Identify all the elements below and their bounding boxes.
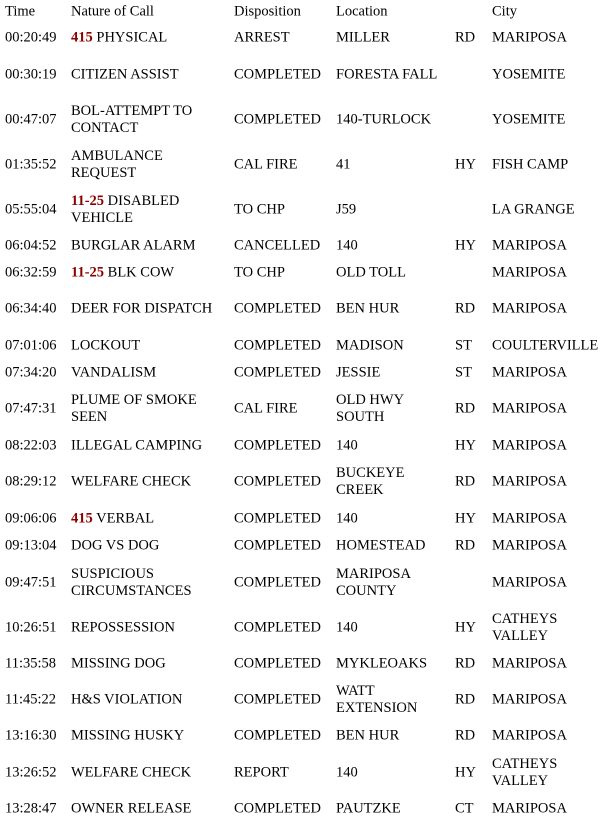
row-street-suffix: HY bbox=[455, 156, 476, 172]
row-nature bbox=[71, 237, 229, 254]
row-street-suffix: RD bbox=[455, 473, 476, 490]
row-code: 11-25 bbox=[71, 192, 105, 209]
row-disposition: COMPLETED bbox=[234, 510, 321, 526]
row-city: CATHEYS VALLEY bbox=[492, 755, 558, 789]
row-location: J59 bbox=[336, 201, 357, 217]
row-nature bbox=[71, 655, 229, 672]
row-code: 415 bbox=[71, 510, 93, 526]
row-city: MARIPOSA bbox=[492, 510, 567, 526]
table-row bbox=[0, 750, 614, 795]
row-nature bbox=[71, 566, 229, 600]
row-city: MARIPOSA bbox=[492, 437, 567, 453]
row-nature-text: LOCKOUT bbox=[71, 337, 141, 353]
row-time: 00:30:19 bbox=[5, 66, 57, 82]
row-time: 00:47:07 bbox=[5, 111, 57, 127]
row-disposition: CAL FIRE bbox=[234, 156, 298, 172]
row-location: OLD HWY SOUTH bbox=[336, 392, 404, 425]
table-row bbox=[0, 505, 614, 532]
row-nature bbox=[71, 29, 229, 46]
row-nature-text: OWNER RELEASE bbox=[71, 800, 192, 817]
table-row bbox=[0, 187, 614, 232]
row-nature-text: WELFARE CHECK bbox=[71, 473, 192, 490]
header-city: City bbox=[492, 3, 517, 19]
row-street-suffix: HY bbox=[455, 237, 476, 253]
row-location: 140 bbox=[336, 764, 358, 780]
row-time: 06:34:40 bbox=[5, 300, 57, 317]
row-city: MARIPOSA bbox=[492, 473, 567, 490]
row-time: 07:47:31 bbox=[5, 400, 57, 417]
row-street-suffix: HY bbox=[455, 437, 476, 453]
row-city: MARIPOSA bbox=[492, 264, 567, 280]
row-time: 09:06:06 bbox=[5, 510, 57, 526]
row-nature-text: DISABLED VEHICLE bbox=[71, 192, 180, 226]
table-row bbox=[0, 142, 614, 187]
table-row bbox=[0, 97, 614, 142]
row-city: MARIPOSA bbox=[492, 537, 567, 554]
row-location: 140 bbox=[336, 237, 358, 253]
row-time: 06:32:59 bbox=[5, 264, 57, 280]
row-nature-text: BURGLAR ALARM bbox=[71, 237, 196, 253]
table-row bbox=[0, 532, 614, 560]
row-city: COULTERVILLE bbox=[492, 337, 599, 353]
row-disposition: COMPLETED bbox=[234, 66, 321, 82]
row-nature bbox=[71, 301, 229, 318]
row-nature bbox=[71, 474, 229, 491]
row-time: 08:29:12 bbox=[5, 473, 57, 490]
table-row bbox=[0, 459, 614, 505]
row-city: MARIPOSA bbox=[492, 400, 567, 417]
row-disposition: COMPLETED bbox=[234, 337, 321, 353]
row-disposition: COMPLETED bbox=[234, 655, 321, 671]
row-city: YOSEMITE bbox=[492, 111, 566, 127]
row-nature bbox=[71, 764, 229, 781]
row-street-suffix: RD bbox=[455, 537, 476, 554]
row-nature-text: DEER FOR DISPATCH bbox=[71, 300, 213, 317]
row-nature-text: SUSPICIOUS CIRCUMSTANCES bbox=[71, 565, 192, 599]
table-row bbox=[0, 332, 614, 359]
row-city: MARIPOSA bbox=[492, 800, 567, 817]
table-row bbox=[0, 232, 614, 259]
row-city: YOSEMITE bbox=[492, 66, 566, 82]
row-nature bbox=[71, 264, 229, 281]
row-nature-text: AMBULANCE REQUEST bbox=[71, 147, 163, 181]
row-disposition: COMPLETED bbox=[234, 691, 321, 707]
row-location: JESSIE bbox=[336, 364, 381, 380]
row-city: FISH CAMP bbox=[492, 156, 569, 172]
row-disposition: CAL FIRE bbox=[234, 400, 298, 417]
row-time: 13:28:47 bbox=[5, 800, 57, 817]
row-location: BEN HUR bbox=[336, 300, 400, 317]
table-row bbox=[0, 286, 614, 332]
row-nature-text: H&S VIOLATION bbox=[71, 691, 183, 707]
row-nature-text: MISSING HUSKY bbox=[71, 727, 185, 744]
table-row bbox=[0, 605, 614, 650]
row-street-suffix: HY bbox=[455, 619, 476, 635]
row-nature bbox=[71, 801, 229, 818]
table-row bbox=[0, 795, 614, 823]
row-street-suffix: CT bbox=[455, 800, 474, 817]
row-location: BUCKEYE CREEK bbox=[336, 465, 405, 498]
table-row bbox=[0, 52, 614, 97]
row-nature bbox=[71, 619, 229, 636]
row-time: 09:13:04 bbox=[5, 537, 57, 554]
row-location: PAUTZKE bbox=[336, 800, 401, 817]
row-street-suffix: RD bbox=[455, 400, 476, 417]
row-nature-text: PHYSICAL bbox=[96, 29, 168, 45]
row-nature bbox=[71, 193, 229, 227]
row-nature bbox=[71, 538, 229, 555]
row-street-suffix: RD bbox=[455, 727, 476, 744]
row-street-suffix: RD bbox=[455, 655, 476, 671]
row-time: 11:45:22 bbox=[5, 691, 57, 707]
row-location: MILLER bbox=[336, 29, 390, 45]
row-city: MARIPOSA bbox=[492, 574, 567, 590]
row-disposition: REPORT bbox=[234, 764, 289, 780]
row-nature bbox=[71, 728, 229, 745]
row-location: MARIPOSA COUNTY bbox=[336, 565, 411, 599]
row-location: 140 bbox=[336, 437, 358, 453]
row-location: WATT EXTENSION bbox=[336, 682, 418, 716]
table-row bbox=[0, 722, 614, 750]
row-disposition: COMPLETED bbox=[234, 619, 321, 635]
row-nature-text: CITIZEN ASSIST bbox=[71, 66, 179, 82]
row-city: MARIPOSA bbox=[492, 655, 567, 671]
row-time: 13:26:52 bbox=[5, 764, 57, 780]
row-time: 00:20:49 bbox=[5, 29, 57, 45]
row-location: 140 bbox=[336, 619, 358, 635]
row-disposition: COMPLETED bbox=[234, 364, 321, 380]
row-nature bbox=[71, 103, 229, 137]
row-city: LA GRANGE bbox=[492, 201, 575, 217]
row-disposition: COMPLETED bbox=[234, 574, 321, 590]
row-nature-text: ILLEGAL CAMPING bbox=[71, 437, 203, 453]
row-code: 415 bbox=[71, 29, 93, 45]
row-nature bbox=[71, 392, 229, 426]
row-nature bbox=[71, 148, 229, 182]
row-location: HOMESTEAD bbox=[336, 537, 426, 554]
row-location: 140-TURLOCK bbox=[336, 111, 432, 127]
row-location: 41 bbox=[336, 156, 351, 172]
row-code: 11-25 bbox=[71, 264, 105, 280]
row-time: 01:35:52 bbox=[5, 156, 57, 172]
table-row bbox=[0, 560, 614, 605]
row-nature-text: BOL-ATTEMPT TO CONTACT bbox=[71, 102, 193, 136]
row-nature-text: WELFARE CHECK bbox=[71, 764, 192, 780]
row-street-suffix: ST bbox=[455, 364, 472, 380]
row-nature-text: VANDALISM bbox=[71, 364, 157, 380]
table-row bbox=[0, 386, 614, 432]
row-location: OLD TOLL bbox=[336, 264, 406, 280]
row-city: MARIPOSA bbox=[492, 300, 567, 317]
table-row bbox=[0, 259, 614, 286]
row-location: FORESTA FALL bbox=[336, 66, 438, 82]
table-row bbox=[0, 650, 614, 677]
row-city: MARIPOSA bbox=[492, 727, 567, 744]
row-time: 09:47:51 bbox=[5, 574, 57, 590]
row-street-suffix: RD bbox=[455, 29, 476, 45]
row-city: MARIPOSA bbox=[492, 691, 567, 707]
row-nature-text: PLUME OF SMOKE SEEN bbox=[71, 392, 197, 425]
row-disposition: TO CHP bbox=[234, 201, 285, 217]
row-disposition: COMPLETED bbox=[234, 437, 321, 453]
row-street-suffix: HY bbox=[455, 764, 476, 780]
row-street-suffix: RD bbox=[455, 300, 476, 317]
row-nature-text: VERBAL bbox=[96, 510, 155, 526]
row-time: 07:01:06 bbox=[5, 337, 57, 353]
row-disposition: TO CHP bbox=[234, 264, 285, 280]
row-location: MYKLEOAKS bbox=[336, 655, 428, 671]
row-city: MARIPOSA bbox=[492, 237, 567, 253]
row-street-suffix: RD bbox=[455, 691, 476, 707]
row-disposition: COMPLETED bbox=[234, 727, 321, 744]
row-location: BEN HUR bbox=[336, 727, 400, 744]
row-city: MARIPOSA bbox=[492, 364, 567, 380]
row-disposition: COMPLETED bbox=[234, 800, 321, 817]
header-disposition: Disposition bbox=[234, 3, 301, 19]
row-location: MADISON bbox=[336, 337, 404, 353]
row-nature-text: DOG VS DOG bbox=[71, 537, 160, 554]
row-nature bbox=[71, 66, 229, 83]
row-nature bbox=[71, 510, 229, 527]
row-nature bbox=[71, 691, 229, 708]
row-disposition: COMPLETED bbox=[234, 111, 321, 127]
row-disposition: ARREST bbox=[234, 29, 290, 45]
row-nature-text: MISSING DOG bbox=[71, 655, 166, 671]
row-nature bbox=[71, 437, 229, 454]
table-row bbox=[0, 23, 614, 52]
row-time: 10:26:51 bbox=[5, 619, 57, 635]
row-location: 140 bbox=[336, 510, 358, 526]
row-disposition: COMPLETED bbox=[234, 473, 321, 490]
row-time: 05:55:04 bbox=[5, 201, 57, 217]
row-city: CATHEYS VALLEY bbox=[492, 610, 558, 644]
row-time: 13:16:30 bbox=[5, 727, 57, 744]
row-nature-text: REPOSSESSION bbox=[71, 619, 175, 635]
row-time: 11:35:58 bbox=[5, 655, 57, 671]
row-disposition: COMPLETED bbox=[234, 300, 321, 317]
row-nature-text: BLK COW bbox=[107, 264, 175, 280]
row-city: MARIPOSA bbox=[492, 29, 567, 45]
header-nature: Nature of Call bbox=[71, 3, 154, 19]
row-nature bbox=[71, 337, 229, 354]
row-disposition: COMPLETED bbox=[234, 537, 321, 554]
header-time: Time bbox=[5, 3, 36, 19]
row-time: 06:04:52 bbox=[5, 237, 57, 253]
row-nature bbox=[71, 364, 229, 381]
header-location: Location bbox=[336, 3, 388, 19]
call-rows bbox=[0, 23, 614, 823]
table-row bbox=[0, 677, 614, 722]
row-time: 07:34:20 bbox=[5, 364, 57, 380]
table-row bbox=[0, 432, 614, 459]
row-disposition: CANCELLED bbox=[234, 237, 321, 253]
table-row bbox=[0, 359, 614, 386]
row-time: 08:22:03 bbox=[5, 437, 57, 453]
row-street-suffix: ST bbox=[455, 337, 472, 353]
header-row bbox=[0, 0, 614, 23]
row-street-suffix: HY bbox=[455, 510, 476, 526]
